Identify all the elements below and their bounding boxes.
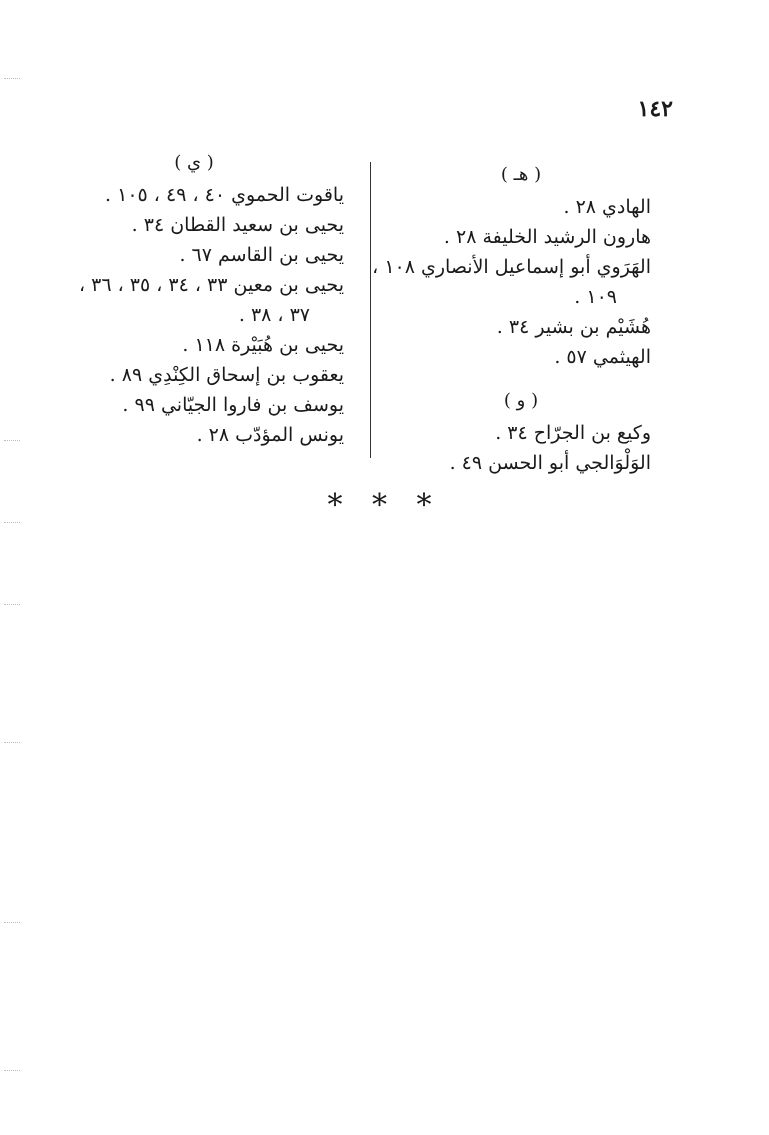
index-entry: يونس المؤدّب ٢٨ . xyxy=(196,424,344,446)
scan-edge-mark xyxy=(4,742,20,744)
scan-edge-mark xyxy=(4,604,20,606)
scan-edge-mark xyxy=(4,922,20,924)
page-number: ١٤٢ xyxy=(637,96,673,122)
index-entry: يعقوب بن إسحاق الكِنْدِي ٨٩ . xyxy=(109,364,344,386)
index-entry: يحيى بن سعيد القطان ٣٤ . xyxy=(131,214,344,236)
end-ornament: * * * xyxy=(327,488,442,523)
index-column-left xyxy=(44,148,344,450)
index-entry: الوَلْوَالجي أبو الحسن ٤٩ . xyxy=(449,452,651,474)
section-heading-ha: ( هـ ) xyxy=(500,164,542,185)
section-heading-waw: ( و ) xyxy=(503,390,539,411)
index-entry: يحيى بن القاسم ٦٧ . xyxy=(179,244,344,266)
index-entry: الهَرَوي أبو إسماعيل الأنصاري ١٠٨ ، xyxy=(372,256,651,278)
index-entry: ياقوت الحموي ٤٠ ، ٤٩ ، ١٠٥ . xyxy=(105,184,344,206)
index-entry: هُشَيْم بن بشير ٣٤ . xyxy=(496,316,651,338)
scan-edge-mark xyxy=(4,440,20,442)
index-entry: هارون الرشيد الخليفة ٢٨ . xyxy=(443,226,651,248)
section-heading-ya: ( ي ) xyxy=(174,152,214,173)
index-entry: الهيثمي ٥٧ . xyxy=(554,346,651,368)
scan-edge-mark xyxy=(4,78,20,80)
index-entry: الهادي ٢٨ . xyxy=(563,196,651,218)
scan-edge-mark xyxy=(4,522,20,524)
scan-edge-mark xyxy=(4,1070,20,1072)
index-entry: يحيى بن هُبَيْرة ١١٨ . xyxy=(182,334,344,356)
index-entry: يوسف بن فاروا الجيّاني ٩٩ . xyxy=(122,394,344,416)
index-entry: يحيى بن معين ٣٣ ، ٣٤ ، ٣٥ ، ٣٦ ، xyxy=(78,274,344,296)
index-column-right xyxy=(372,160,651,478)
index-entry-continuation: ٣٧ ، ٣٨ . xyxy=(238,304,310,326)
index-entry: وكيع بن الجرّاح ٣٤ . xyxy=(495,422,651,444)
column-divider xyxy=(370,162,371,458)
index-entry-continuation: ١٠٩ . xyxy=(574,286,617,308)
